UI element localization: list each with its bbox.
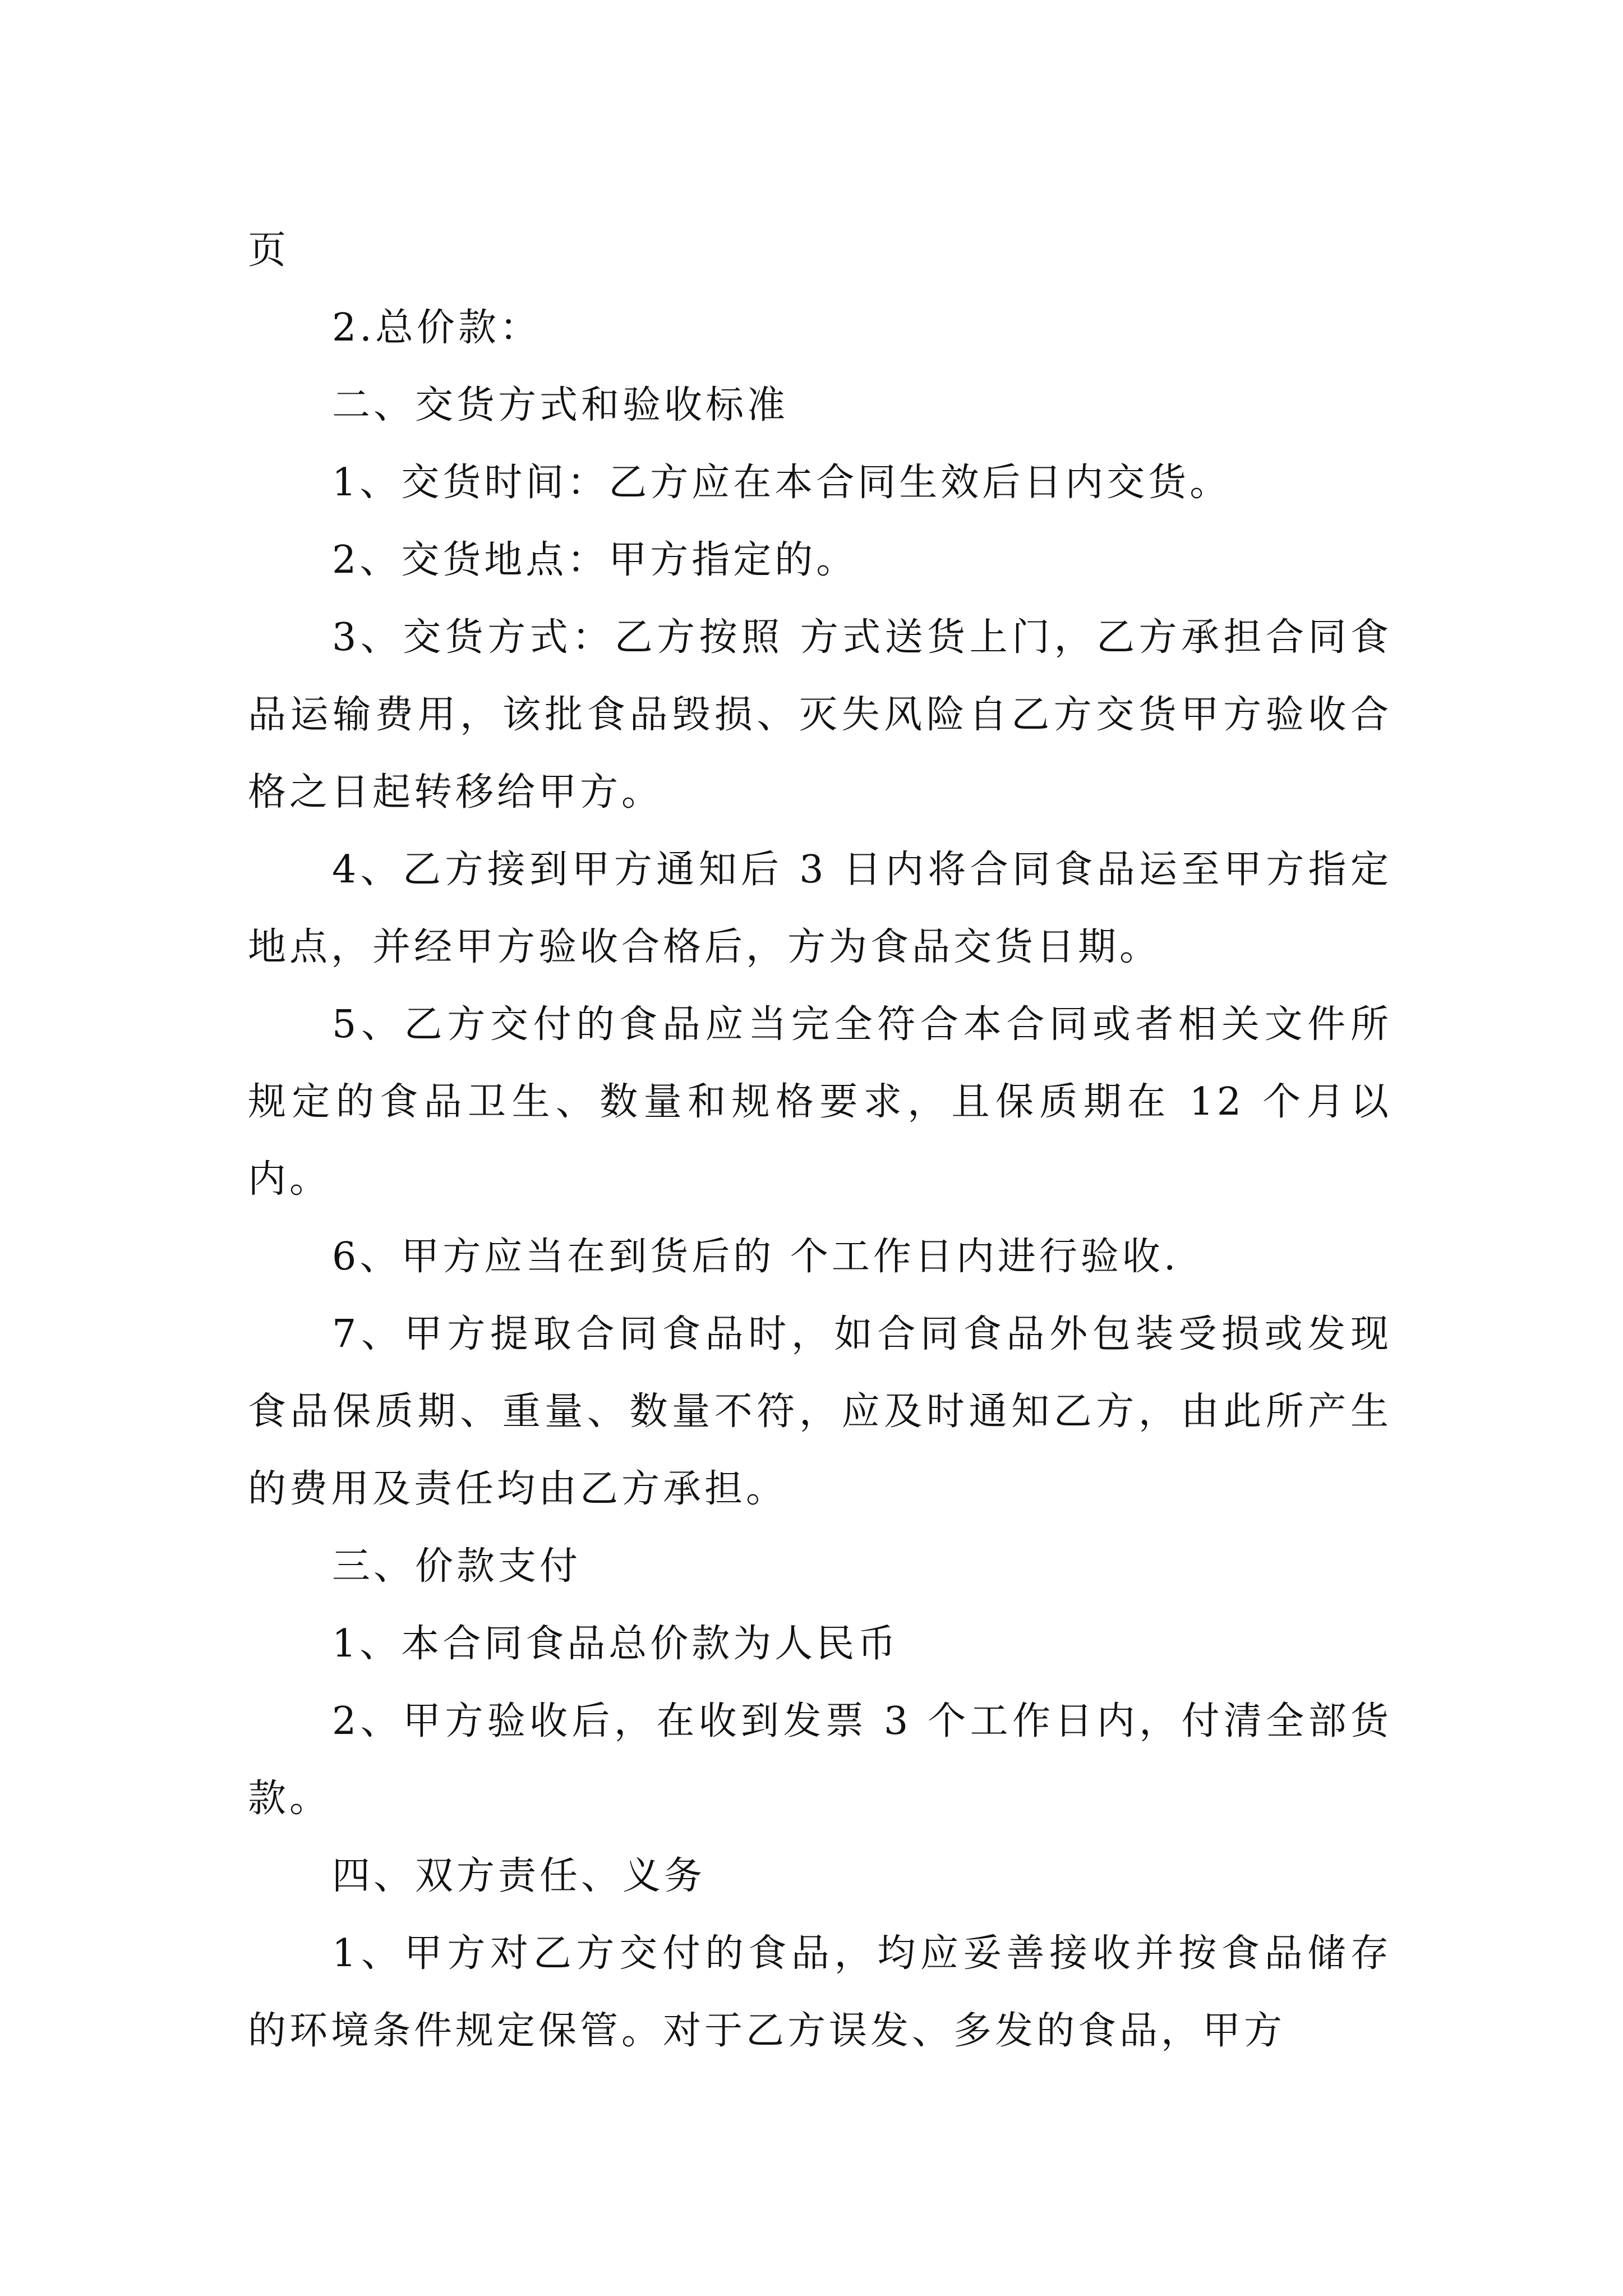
paragraph-party-a-duties: 1、甲方对乙方交付的食品，均应妥善接收并按食品储存的环境条件规定保管。对于乙方误发、多发的食品，甲方 — [248, 1931, 1392, 2053]
paragraph-delivery-method: 3、交货方式：乙方按照 方式送货上门，乙方承担合同食品运输费用，该批食品毁损、灭失风险自乙方交货甲方验收合格之日起转移给甲方。 — [248, 615, 1392, 815]
paragraph-page-continuation: 页 — [248, 228, 290, 273]
paragraph-delivery-notice: 4、乙方接到甲方通知后 3 日内将合同食品运至甲方指定地点，并经甲方验收合格后，方为食品交货日期。 — [248, 848, 1392, 969]
section-heading-payment: 三、价款支付 — [332, 1544, 582, 1589]
contract-text — [248, 212, 1392, 2070]
paragraph-delivery-location: 2、交货地点：甲方指定的。 — [332, 538, 858, 582]
paragraph-inspection: 6、甲方应当在到货后的 个工作日内进行验收. — [332, 1235, 1179, 1279]
paragraph-payment-terms: 2、甲方验收后，在收到发票 3 个工作日内，付清全部货款。 — [248, 1699, 1392, 1821]
section-heading-responsibilities: 四、双方责任、义务 — [332, 1854, 706, 1898]
section-heading-delivery: 二、交货方式和验收标准 — [332, 383, 789, 427]
paragraph-delivery-time: 1、交货时间：乙方应在本合同生效后日内交货。 — [332, 461, 1232, 505]
paragraph-total-price: 2.总价款： — [332, 306, 541, 350]
paragraph-damage-notice: 7、甲方提取合同食品时，如合同食品外包装受损或发现食品保质期、重量、数量不符，应及时通知乙方，由此所产生的费用及责任均由乙方承担。 — [248, 1312, 1392, 1511]
paragraph-food-standards: 5、乙方交付的食品应当完全符合本合同或者相关文件所规定的食品卫生、数量和规格要求，且保质期在 12 个月以内。 — [248, 1002, 1392, 1202]
paragraph-total-amount: 1、本合同食品总价款为人民币 — [332, 1622, 900, 1666]
